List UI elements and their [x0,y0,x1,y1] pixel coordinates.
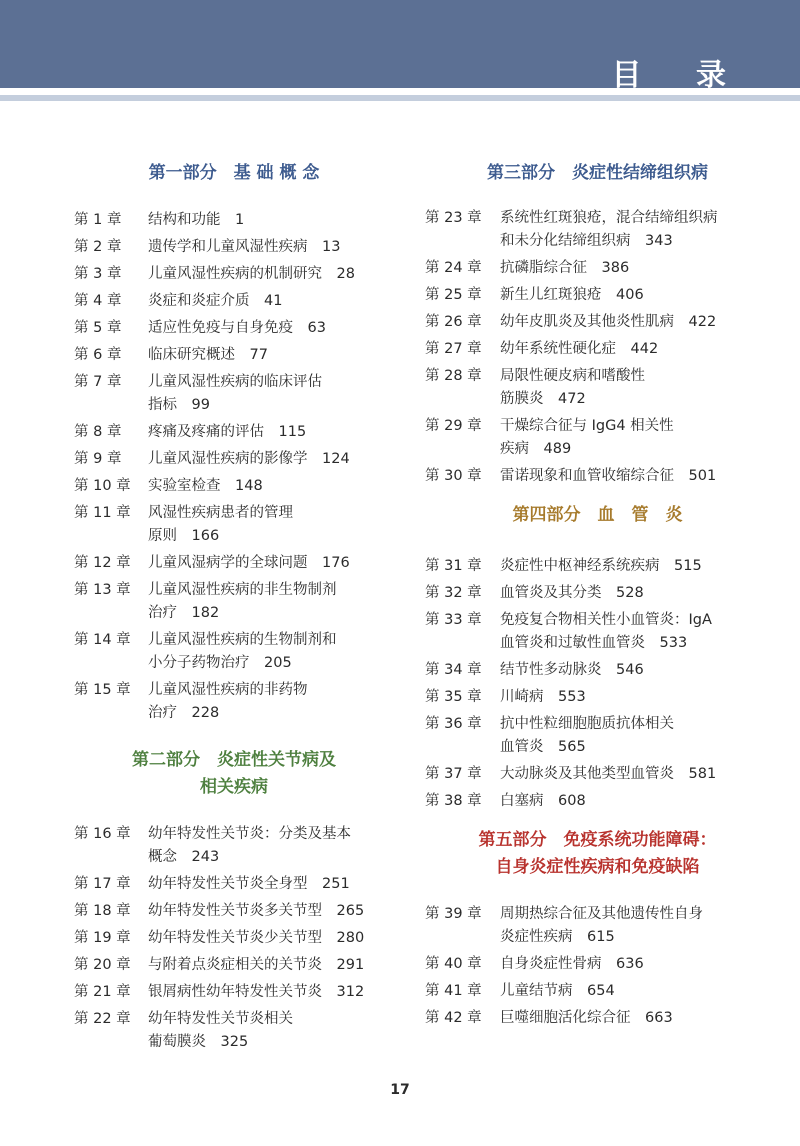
toc-entry [425,257,770,280]
chapter-title-line: 幼年特发性关节炎多关节型 265 [148,903,365,919]
chapter-title-line: 儿童风湿性疾病的机制研究 28 [148,266,355,282]
chapter-number: 第 3 章 [74,266,122,282]
chapter-number: 第 15 章 [74,682,131,698]
chapter-title-line: 幼年特发性关节炎：分类及基本 [148,826,351,842]
toc-entry [74,981,394,1004]
toc-entry [74,629,394,675]
toc-entry [425,686,770,709]
part-heading-line: 第二部分 炎症性关节病及 [132,750,336,770]
chapter-title-line: 儿童风湿性疾病的临床评估 [148,374,322,390]
chapter-title [500,338,770,361]
chapter-title [148,317,394,340]
chapter-number: 第 1 章 [74,212,122,228]
chapter-number: 第 22 章 [74,1011,131,1027]
chapter-title-line: 遗传学和儿童风湿性疾病 13 [148,239,341,255]
toc-entry [425,609,770,655]
chapter-number: 第 16 章 [74,826,131,842]
chapter-number: 第 25 章 [425,287,482,303]
chapter-title-line: 儿童风湿性疾病的非生物制剂 [148,582,337,598]
chapter-title-line: 免疫复合物相关性小血管炎：IgA [500,612,712,628]
chapter-number: 第 14 章 [74,632,131,648]
toc-entry [74,873,394,896]
part-heading-line: 第四部分 血 管 炎 [512,505,683,525]
chapter-number: 第 27 章 [425,341,482,357]
toc-entry [74,900,394,923]
chapter-number: 第 29 章 [425,418,482,434]
toc-entry [74,317,394,340]
chapter-title [148,552,394,575]
chapter-number: 第 18 章 [74,903,131,919]
toc-entry [425,415,770,461]
chapter-title [148,448,394,471]
chapter-number: 第 35 章 [425,689,482,705]
toc-entry [74,954,394,977]
toc-entry [425,465,770,488]
chapter-number: 第 19 章 [74,930,131,946]
toc-entry [74,209,394,232]
chapter-number: 第 4 章 [74,293,122,309]
chapter-number: 第 26 章 [425,314,482,330]
chapter-title [148,679,394,725]
toc-entries [74,209,394,725]
chapter-title-line: 自身炎症性骨病 636 [500,956,644,972]
chapter-title [500,953,770,976]
chapter-title-line: 幼年特发性关节炎少关节型 280 [148,930,365,946]
part-heading-1 [74,160,394,187]
chapter-number: 第 9 章 [74,451,122,467]
chapter-title [500,415,770,461]
chapter-title-line: 幼年皮肌炎及其他炎性肌病 422 [500,314,717,330]
chapter-title [500,686,770,709]
chapter-title-line: 适应性免疫与自身免疫 63 [148,320,326,336]
chapter-title-line: 临床研究概述 77 [148,347,268,363]
toc-entry [425,763,770,786]
chapter-number: 第 36 章 [425,716,482,732]
toc-entry [425,953,770,976]
toc-entry [74,448,394,471]
chapter-number: 第 6 章 [74,347,122,363]
part-heading-3 [425,160,770,187]
chapter-number: 第 32 章 [425,585,482,601]
chapter-title [500,207,770,253]
chapter-number: 第 34 章 [425,662,482,678]
chapter-number: 第 40 章 [425,956,482,972]
chapter-number: 第 20 章 [74,957,131,973]
chapter-number: 第 10 章 [74,478,131,494]
part-heading-line: 自身炎症性疾病和免疫缺陷 [495,857,700,877]
chapter-title-line: 结节性多动脉炎 546 [500,662,644,678]
chapter-number: 第 28 章 [425,368,482,384]
chapter-number: 第 12 章 [74,555,131,571]
toc-entry [74,263,394,286]
toc-entry [425,980,770,1003]
chapter-title [500,311,770,334]
toc-entries [74,823,394,1054]
chapter-title-line: 结构和功能 1 [148,212,245,228]
chapter-number: 第 30 章 [425,468,482,484]
chapter-title-line: 白塞病 608 [500,793,586,809]
toc-entry [74,344,394,367]
toc-entry [74,679,394,725]
chapter-title [500,713,770,759]
chapter-title-line: 幼年系统性硬化症 442 [500,341,659,357]
chapter-title-line: 抗磷脂综合征 386 [500,260,630,276]
chapter-title-line: 血管炎和过敏性血管炎 533 [500,635,688,651]
chapter-title-line: 银屑病性幼年特发性关节炎 312 [148,984,365,1000]
chapter-title-line: 血管炎 565 [500,739,586,755]
chapter-number: 第 5 章 [74,320,122,336]
chapter-title [148,475,394,498]
chapter-title [148,236,394,259]
chapter-title [148,263,394,286]
toc-entry [74,371,394,417]
chapter-number: 第 41 章 [425,983,482,999]
chapter-title-line: 儿童风湿性疾病的非药物 [148,682,308,698]
chapter-title-line: 系统性红斑狼疮，混合结缔组织病 [500,210,718,226]
chapter-title [500,257,770,280]
chapter-title [148,873,394,896]
chapter-title-line: 幼年特发性关节炎全身型 251 [148,876,350,892]
chapter-title [148,290,394,313]
toc-entry [74,579,394,625]
chapter-number: 第 37 章 [425,766,482,782]
chapter-title [148,954,394,977]
chapter-title-line: 小分子药物治疗 205 [148,655,292,671]
chapter-number: 第 21 章 [74,984,131,1000]
toc-entry [425,311,770,334]
chapter-title-line: 实验室检查 148 [148,478,263,494]
chapter-number: 第 38 章 [425,793,482,809]
chapter-title-line: 幼年特发性关节炎相关 [148,1011,293,1027]
chapter-number: 第 42 章 [425,1010,482,1026]
chapter-number: 第 17 章 [74,876,131,892]
chapter-title [500,582,770,605]
chapter-title-line: 炎症性疾病 615 [500,929,615,945]
chapter-title-line: 血管炎及其分类 528 [500,585,644,601]
chapter-title [500,980,770,1003]
chapter-title [148,823,394,869]
chapter-number: 第 39 章 [425,906,482,922]
chapter-title [148,421,394,444]
chapter-title [148,209,394,232]
chapter-title-line: 筋膜炎 472 [500,391,586,407]
chapter-title-line: 指标 99 [148,397,210,413]
part-heading-2 [74,747,394,801]
chapter-title-line: 炎症性中枢神经系统疾病 515 [500,558,702,574]
part-heading-line: 第五部分 免疫系统功能障碍： [478,830,717,850]
toc-right-column [425,150,770,1034]
toc-entry [74,1008,394,1054]
chapter-title [148,981,394,1004]
chapter-title-line: 儿童结节病 654 [500,983,615,999]
part-heading-line: 第三部分 炎症性结缔组织病 [487,163,708,183]
toc-entry [74,927,394,950]
chapter-title [500,790,770,813]
chapter-title-line: 和未分化结缔组织病 343 [500,233,673,249]
chapter-title [148,1008,394,1054]
chapter-title-line: 疼痛及疼痛的评估 115 [148,424,307,440]
chapter-title [500,763,770,786]
chapter-title-line: 川崎病 553 [500,689,586,705]
chapter-title [500,465,770,488]
chapter-title-line: 抗中性粒细胞胞质抗体相关 [500,716,674,732]
toc-entry [425,338,770,361]
chapter-title-line: 周期热综合征及其他遗传性自身 [500,906,703,922]
toc-entry [425,365,770,411]
chapter-title-line: 原则 166 [148,528,220,544]
chapter-title-line: 局限性硬皮病和嗜酸性 [500,368,645,384]
chapter-number: 第 11 章 [74,505,131,521]
chapter-title-line: 治疗 228 [148,705,220,721]
chapter-title-line: 概念 243 [148,849,220,865]
toc-entry [74,290,394,313]
chapter-title-line: 新生儿红斑狼疮 406 [500,287,644,303]
toc-entry [74,502,394,548]
toc-entry [425,207,770,253]
toc-left-column [74,150,394,1058]
toc-entry [425,582,770,605]
chapter-title-line: 儿童风湿性疾病的影像学 124 [148,451,350,467]
chapter-title [500,1007,770,1030]
toc-entry [425,1007,770,1030]
chapter-title [148,344,394,367]
chapter-number: 第 23 章 [425,210,482,226]
toc-entry [74,475,394,498]
page-title: 目 录 [611,58,748,93]
toc-entry [74,552,394,575]
toc-entry [74,421,394,444]
chapter-title-line: 儿童风湿病学的全球问题 176 [148,555,350,571]
chapter-title [500,284,770,307]
toc-entry [425,555,770,578]
chapter-number: 第 31 章 [425,558,482,574]
toc-entry [74,823,394,869]
chapter-title-line: 风湿性疾病患者的管理 [148,505,293,521]
part-heading-5 [425,827,770,881]
chapter-number: 第 7 章 [74,374,122,390]
page-number: 17 [390,1082,410,1098]
toc-entry [74,236,394,259]
chapter-title-line: 与附着点炎症相关的关节炎 291 [148,957,365,973]
chapter-number: 第 33 章 [425,612,482,628]
header-stripe [0,95,800,101]
chapter-number: 第 8 章 [74,424,122,440]
part-heading-line: 相关疾病 [200,777,268,797]
part-heading-line: 第一部分 基 础 概 念 [148,163,320,183]
chapter-title [500,609,770,655]
chapter-title-line: 雷诺现象和血管收缩综合征 501 [500,468,717,484]
toc-entry [425,790,770,813]
toc-entry [425,659,770,682]
toc-entries [425,555,770,813]
toc-entries [425,903,770,1030]
toc-entries [425,207,770,488]
part-heading-4 [425,502,770,529]
chapter-number: 第 2 章 [74,239,122,255]
chapter-title-line: 干燥综合征与 IgG4 相关性 [500,418,674,434]
chapter-number: 第 13 章 [74,582,131,598]
chapter-number: 第 24 章 [425,260,482,276]
chapter-title-line: 儿童风湿性疾病的生物制剂和 [148,632,337,648]
toc-entry [425,284,770,307]
chapter-title-line: 炎症和炎症介质 41 [148,293,283,309]
chapter-title-line: 巨噬细胞活化综合征 663 [500,1010,673,1026]
chapter-title [148,927,394,950]
chapter-title-line: 葡萄膜炎 325 [148,1034,249,1050]
chapter-title [148,502,394,548]
chapter-title [500,903,770,949]
chapter-title [148,629,394,675]
chapter-title [148,371,394,417]
toc-entry [425,903,770,949]
chapter-title [148,900,394,923]
chapter-title [500,555,770,578]
chapter-title [500,659,770,682]
chapter-title [500,365,770,411]
chapter-title-line: 大动脉炎及其他类型血管炎 581 [500,766,717,782]
chapter-title-line: 治疗 182 [148,605,220,621]
chapter-title [148,579,394,625]
toc-entry [425,713,770,759]
chapter-title-line: 疾病 489 [500,441,572,457]
